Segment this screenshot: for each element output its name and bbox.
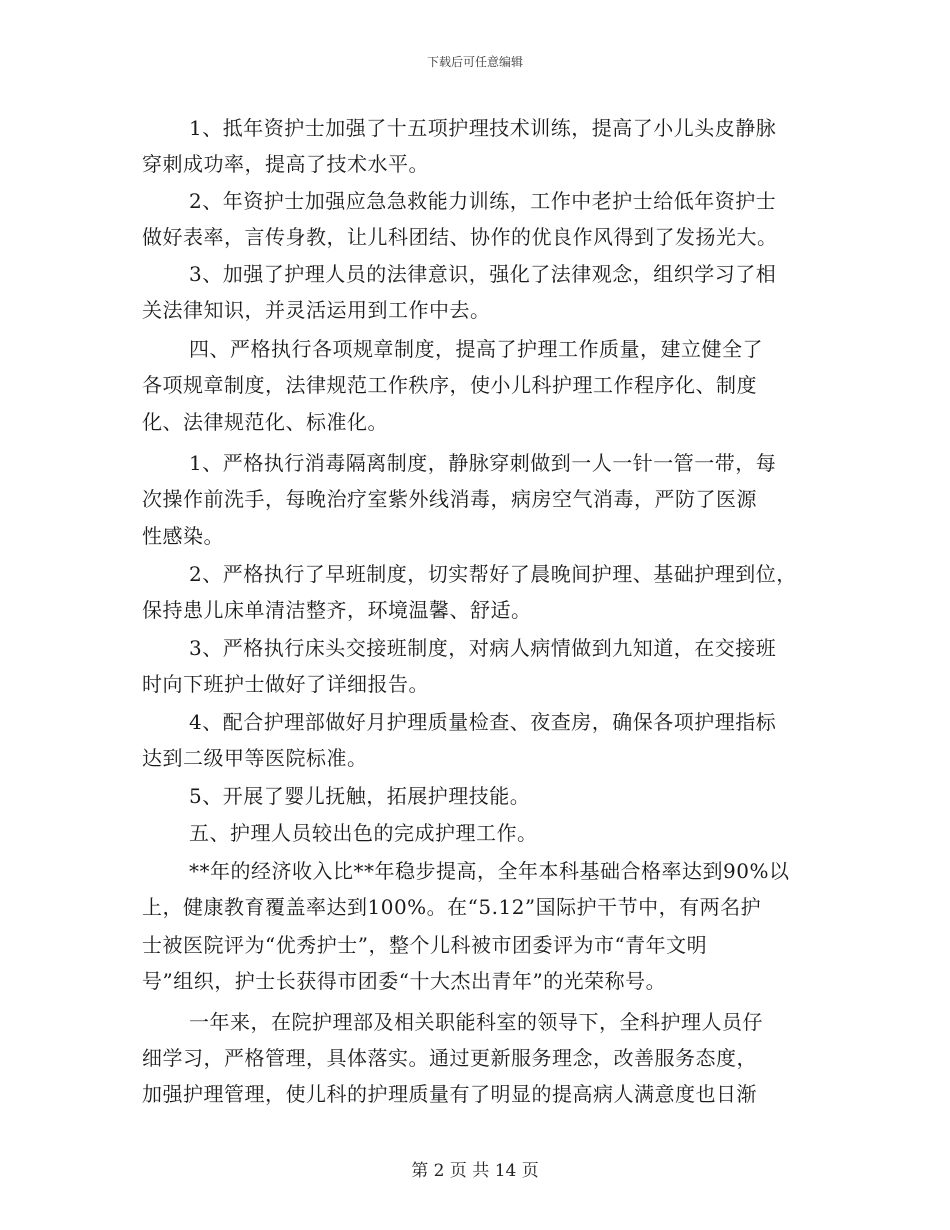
text-line: 穿刺成功率，提高了技术水平。 bbox=[142, 152, 429, 176]
text-line: 1、严格执行消毒隔离制度，静脉穿刺做到一人一针一管一带，每 bbox=[189, 451, 777, 475]
text-line: 次操作前洗手，每晚治疗室紫外线消毒，病房空气消毒，严防了医源 bbox=[142, 487, 757, 511]
text-line: 3、加强了护理人员的法律意识，强化了法律观念，组织学习了相 bbox=[189, 262, 777, 286]
text-line: 士被医院评为“优秀护士”，整个儿科被市团委评为市“青年文明 bbox=[142, 933, 708, 957]
text-line: 时向下班护士做好了详细报告。 bbox=[142, 672, 429, 696]
page-footer: 第 2 页 共 14 页 bbox=[411, 1161, 539, 1181]
text-line: 细学习，严格管理，具体落实。通过更新服务理念，改善服务态度， bbox=[142, 1046, 757, 1070]
text-line: 号”组织，护士长获得市团委“十大杰出青年”的光荣称号。 bbox=[142, 969, 667, 993]
text-line: 一年来，在院护理部及相关职能科室的领导下，全科护理人员仔 bbox=[189, 1010, 763, 1034]
text-line: 2、严格执行了早班制度，切实帮好了晨晚间护理、基础护理到位， bbox=[189, 562, 797, 586]
text-line: 2、年资护士加强应急急救能力训练，工作中老护士给低年资护士 bbox=[189, 189, 777, 213]
text-line: 4、配合护理部做好月护理质量检查、夜查房，确保各项护理指标 bbox=[189, 710, 777, 734]
text-line: 5、开展了婴儿抚触，拓展护理技能。 bbox=[189, 784, 531, 808]
text-line: 四、严格执行各项规章制度，提高了护理工作质量，建立健全了 bbox=[189, 337, 763, 361]
page-header: 下载后可任意编辑 bbox=[426, 55, 523, 69]
text-line: **年的经济收入比**年稳步提高，全年本科基础合格率达到90%以 bbox=[189, 859, 790, 883]
text-line: 关法律知识，并灵活运用到工作中去。 bbox=[142, 298, 491, 322]
text-line: 加强护理管理，使儿科的护理质量有了明显的提高病人满意度也日渐 bbox=[142, 1082, 757, 1106]
text-line: 各项规章制度，法律规范工作秩序，使小儿科护理工作程序化、制度 bbox=[142, 373, 757, 397]
text-line: 3、严格执行床头交接班制度，对病人病情做到九知道，在交接班 bbox=[189, 636, 777, 660]
text-line: 五、护理人员较出色的完成护理工作。 bbox=[189, 821, 538, 845]
text-line: 做好表率，言传身教，让儿科团结、协作的优良作风得到了发扬光大。 bbox=[142, 225, 778, 249]
text-line: 上，健康教育覆盖率达到100%。在“5.12”国际护干节中，有两名护 bbox=[142, 895, 762, 919]
text-line: 达到二级甲等医院标准。 bbox=[142, 746, 368, 770]
text-line: 性感染。 bbox=[142, 524, 224, 548]
text-line: 化、法律规范化、标准化。 bbox=[142, 410, 388, 434]
text-line: 1、抵年资护士加强了十五项护理技术训练，提高了小儿头皮静脉 bbox=[189, 116, 777, 140]
text-line: 保持患儿床单清洁整齐，环境温馨、舒适。 bbox=[142, 598, 532, 622]
